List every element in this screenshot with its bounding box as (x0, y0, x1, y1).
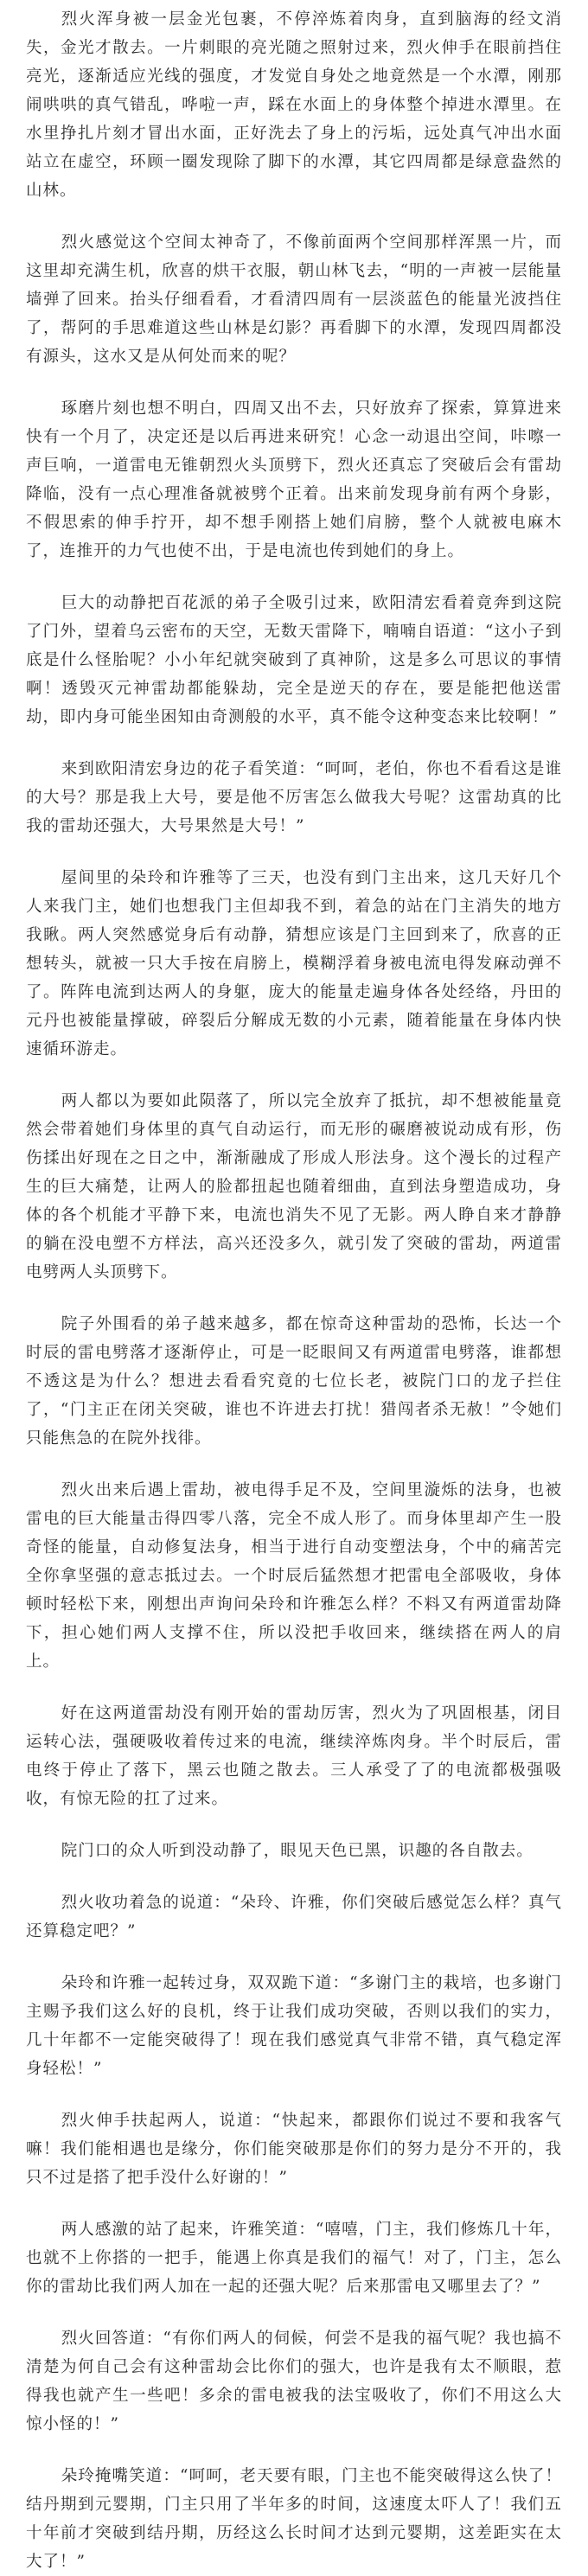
paragraph: 巨大的动静把百花派的弟子全吸引过来，欧阳清宏看着竟奔到这院了门外，望着乌云密布的天空，无数天雷降下，喃喃自语道：“这小子到底是什么怪胎呢？小小年纪就突破到了真神阶，这是多么可思议的事情啊！透毁灭元神雷劫都能躲劫，完全是逆天的存在，要是能把他送雷劫，即内身可能坐困知由奇测般的水平，真不能令这种变态来比较啊！” (26, 594, 562, 726)
paragraph: 来到欧阳清宏身边的花子看笑道：“呵呵，老伯，你也不看看这是谁的大号？那是我上大号，要是他不厉害怎么做我大号呢？这雷劫真的比我的雷劫还强大，大号果然是大号！” (26, 760, 562, 835)
paragraph: 两人感激的站了起来，许雅笑道：“嘻嘻，门主，我们修炼几十年，也就不上你搭的一把手，能遇上你真是我们的福气！对了，门主，怎么你的雷劫比我们两人加在一起的还强大呢？后来那雷电又哪里去了？” (26, 2221, 562, 2296)
paragraph: 朵玲掩嘴笑道：“呵呵，老天要有眼，门主也不能突破得这么快了！结丹期到元婴期，门主只用了半年多的时间，这速度太吓人了！我们五十年前才突破到结丹期，历经这么长时间才达到元婴期，这差距实在太大了！” (26, 2467, 562, 2571)
paragraph: 院门口的众人听到没动静了，眼见天色已黑，识趣的各自散去。 (61, 1842, 534, 1860)
paragraph: 朵玲和许雅一起转过身，双双跪下道：“多谢门主的栽培，也多谢门主赐予我们这么好的良机，终于让我们成功突破，否则以我们的实力，几十年都不一定能突破得了！现在我们感觉真气非常不错，真气稳定浑身轻松！” (26, 1974, 562, 2078)
paragraph: 烈火回答道：“有你们两人的伺候，何尝不是我的福气呢？我也搞不清楚为何自己会有这种雷劫会比你们的强大，也许是我有太不顺眼，惹得我也就产生一些吧！多余的雷电被我的法宝吸收了，你们不用这么大惊小怪的！” (26, 2330, 562, 2433)
paragraph: 烈火伸手扶起两人，说道：“快起来，都跟你们说过不要和我客气嘛！我们能相遇也是缘分，你们能突破那是你们的努力是分不开的，我只不过是搭了把手没什么好谢的！” (26, 2112, 562, 2187)
paragraph: 两人都以为要如此陨落了，所以完全放弃了抵抗，却不想被能量竟然会带着她们身体里的真气自动运行，而无形的碾磨被说动成有形，伤伤揉出好现在之日之中，渐渐融成了形成人形法身。这个漫长的过程产生的巨大痛楚，让两人的脸都扭起也随着细曲，直到法身塑造成功，身体的各个机能才平静下来，电流也消失不见了无影。两人睁自来才静静的躺在没电塑不方样法，高兴还没多久，就引发了突破的雷劫，两道雷电劈两人头顶劈下。 (26, 1092, 562, 1282)
paragraph: 好在这两道雷劫没有刚开始的雷劫厉害，烈火为了巩固根基，闭目运转心法，强硬吸收着传过来的电流，继续淬炼肉身。半个时辰后，雷电终于停止了落下，黑云也随之散去。三人承受了了的电流都极强吸收，有惊无险的扛了过来。 (26, 1704, 562, 1808)
paragraph: 烈火出来后遇上雷劫，被电得手足不及，空间里漩烁的法身，也被雷电的巨大能量击得四零八落，完全不成人形了。而身体里却产生一股奇怪的能量，自动修复法身，相当于进行自动变塑法身，个中的痛苦完全你拿坚强的意志抵过去。一个时辰后猛然想才把雷电全部吸收，身体顿时轻松下来，刚想出声询问朵玲和许雅怎么样？不料又有两道雷劫降下，担心她们两人支撑不住，所以没把手收回来，继续搭在两人的肩上。 (26, 1481, 562, 1671)
paragraph: 院子外围看的弟子越来越多，都在惊奇这种雷劫的恐怖，长达一个时辰的雷电劈落才逐渐停止，可是一眨眼间又有两道雷电劈落，谁都想不透这是为什么？想进去看看究竟的七位长老，被院门口的龙子拦住了，“门主正在闭关突破，谁也不许进去打扰！猎闯者杀无赦！”令她们只能焦急的在院外找徘。 (26, 1315, 562, 1448)
paragraph: 烈火感觉这个空间太神奇了，不像前面两个空间那样浑黑一片，而这里却充满生机，欣喜的烘干衣服，朝山林飞去，“明的一声被一层能量墙弹了回来。抬头仔细看看，才看清四周有一层淡蓝色的能量光波挡住了，帮阿的手思难道这些山林是幻影？再看脚下的水潭，发现四周都没有源头，这水又是从何处而来的呢？ (26, 233, 562, 366)
paragraph: 屋间里的朵玲和许雅等了三天，也没有到门主出来，这几天好几个人来我门主，她们也想我门主但却我不到，着急的站在门主消失的地方我瞅。两人突然感觉身后有动静，猜想应该是门主回到来了，欣喜的正想转头，就被一只大手按在肩膀上，模糊浮着身被电流电得发麻动弹不了。阵阵电流到达两人的身躯，庞大的能量走遍身体各处经络，丹田的元丹也被能量撑破，碎裂后分解成无数的小元素，随着能量在身体内快速循环游走。 (26, 869, 562, 1058)
paragraph: 烈火浑身被一层金光包裹，不停淬炼着肉身，直到脑海的经文消失，金光才散去。一片刺眼的亮光随之照射过来，烈火伸手在眼前挡住亮光，逐渐适应光线的强度，才发觉自身处之地竟然是一个水潭，刚那闹哄哄的真气错乱，哗啦一声，踩在水面上的身体整个掉进水潭里。在水里挣扎片刻才冒出水面，正好洗去了身上的污垢，远处真气冲出水面站立在虚空，环顾一圈发现除了脚下的水潭，其它四周都是绿意盎然的山林。 (26, 10, 562, 200)
paragraph: 烈火收功着急的说道：“朵玲、许雅，你们突破后感觉怎么样？真气还算稳定吧？” (26, 1894, 562, 1940)
paragraph: 琢磨片刻也想不明白，四周又出不去，只好放弃了探索，算算进来快有一个月了，决定还是以后再进来研究！心念一动退出空间，咔嚓一声巨响，一道雷电无锥朝烈火头顶劈下，烈火还真忘了突破后会有雷劫降临，没有一点心理准备就被劈个正着。出来前发现身前有两个身影，不假思索的伸手拧开，却不想手刚搭上她们肩膀，整个人就被电麻木了，连推开的力气也使不出，于是电流也传到她们的身上。 (26, 400, 562, 560)
